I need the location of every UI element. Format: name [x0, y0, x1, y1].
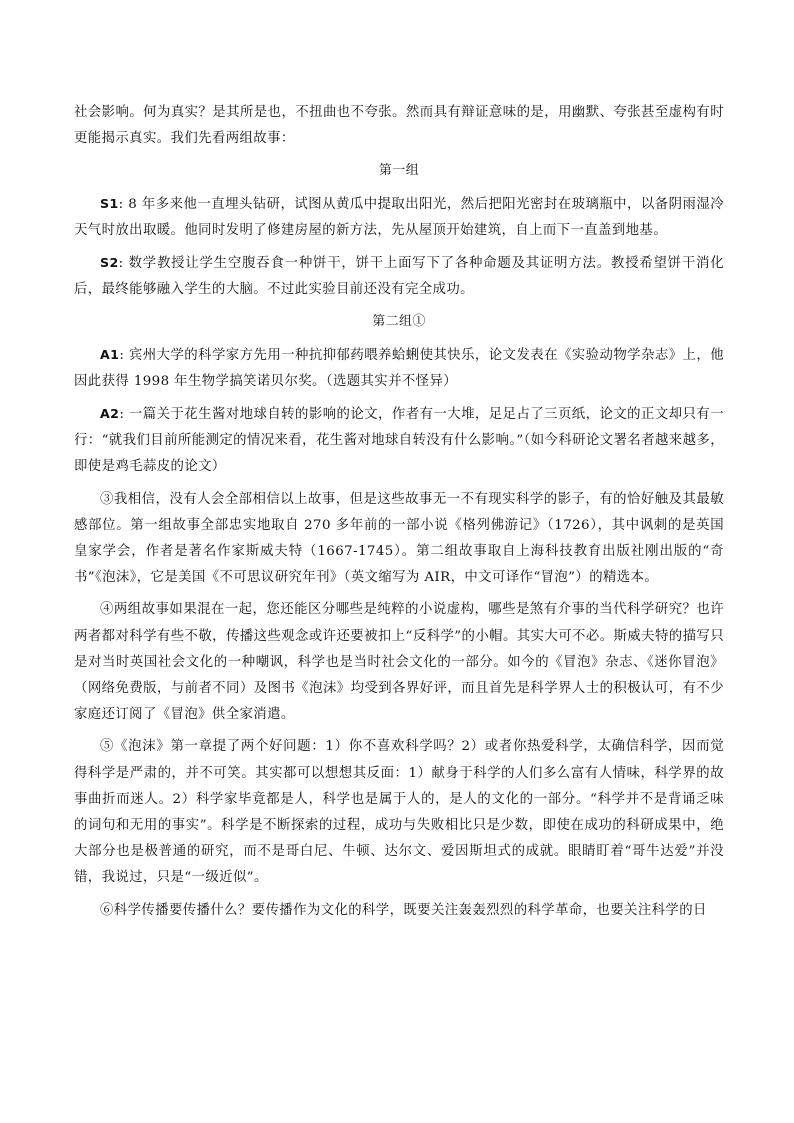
section-title-group-2: 第二组①: [372, 314, 426, 330]
article-body: [74, 100, 724, 924]
section-title-group-1: 第一组: [378, 163, 420, 179]
story-label-s1: S1: [100, 195, 119, 211]
paragraph-5: ⑤《泡沫》第一章提了两个好问题：1）你不喜欢科学吗？2）或者你热爱科学，太确信科学，因而觉得科学是严肃的，并不可笑。其实都可以想想其反面：1）献身于科学的人们多么富有人情味，科学界的故事曲折而迷人。2）科学家毕竟都是人，科学也是属于人的，是人的文化的一部分。“科学并不是背诵乏味的词句和无用的事实”。科学是不断探索的过程，成功与失败相比只是少数，即使在成功的科研成果中，绝大部分也是极普通的研究，而不是哥白尼、牛顿、达尔文、爱因斯坦式的成就。眼睛盯着“哥牛达爱”并没错，我说过，只是“一级近似”。: [74, 739, 724, 886]
story-label-a1: A1: [100, 346, 120, 362]
paragraph-3: ③我相信，没有人会全部相信以上故事，但是这些故事无一不有现实科学的影子，有的恰好触及其最敏感部位。第一组故事全部忠实地取自 270 多年前的一部小说《格列佛游记》（1726），其中讽刺的是英国皇家学会，作者是著名作家斯威夫特（1667-1745）。第二组故事取自上海科技教育出版社刚出版的“奇书”《泡沫》，它是美国《不可思议研究年刊》（英文缩写为 AIR，中文可译作“冒泡”）的精选本。: [74, 491, 724, 586]
story-a2: [74, 401, 724, 481]
story-a1: [74, 342, 724, 395]
paragraph-intro: 社会影响。何为真实？是其所是也，不扭曲也不夸张。然而具有辩证意味的是，用幽默、夸张甚至虚构有时更能揭示真实。我们先看两组故事：: [74, 105, 724, 147]
story-s2: [74, 250, 724, 303]
paragraph-6: ⑥科学传播要传播什么？要传播作为文化的科学，既要关注轰轰烈烈的科学革命，也要关注科学的日: [100, 902, 707, 918]
story-text-a1: : 宾州大学的科学家方先用一种抗抑郁药喂养蛤蜊使其快乐，论文发表在《实验动物学杂志》上，他因此获得 1998 年生物学搞笑诺贝尔奖。（选题其实并不怪异）: [74, 347, 724, 389]
story-s1: [74, 191, 724, 244]
story-text-s2: : 数学教授让学生空腹吞食一种饼干，饼干上面写下了各种命题及其证明方法。教授希望饼干消化后，最终能够融入学生的大脑。不过此实验目前还没有完全成功。: [74, 256, 724, 298]
story-label-a2: A2: [100, 406, 120, 422]
story-label-s2: S2: [100, 255, 119, 271]
story-text-a2: : 一篇关于花生酱对地球自转的影响的论文，作者有一大堆，足足占了三页纸，论文的正文却只有一行：“就我们目前所能测定的情况来看，花生酱对地球自转没有什么影响。”（如今科研论文署名者越来越多，即使是鸡毛蒜皮的论文）: [74, 407, 724, 475]
paragraph-4: ④两组故事如果混在一起，您还能区分哪些是纯粹的小说虚构，哪些是煞有介事的当代科学研究？也许两者都对科学有些不敬，传播这些观念或许还要被扣上“反科学”的小帽。其实大可不必。斯威夫特的描写只是对当时英国社会文化的一种嘲讽，科学也是当时社会文化的一部分。如今的《冒泡》杂志、《迷你冒泡》（网络免费版，与前者不同）及图书《泡沫》均受到各界好评，而且首先是科学界人士的积极认可，有不少家庭还订阅了《冒泡》供全家消遣。: [74, 602, 724, 723]
story-text-s1: : 8 年多来他一直埋头钻研，试图从黄瓜中提取出阳光，然后把阳光密封在玻璃瓶中，以备阴雨湿冷天气时放出取暖。他同时发明了修建房屋的新方法，先从屋顶开始建筑，自上而下一直盖到地基。: [74, 196, 724, 238]
